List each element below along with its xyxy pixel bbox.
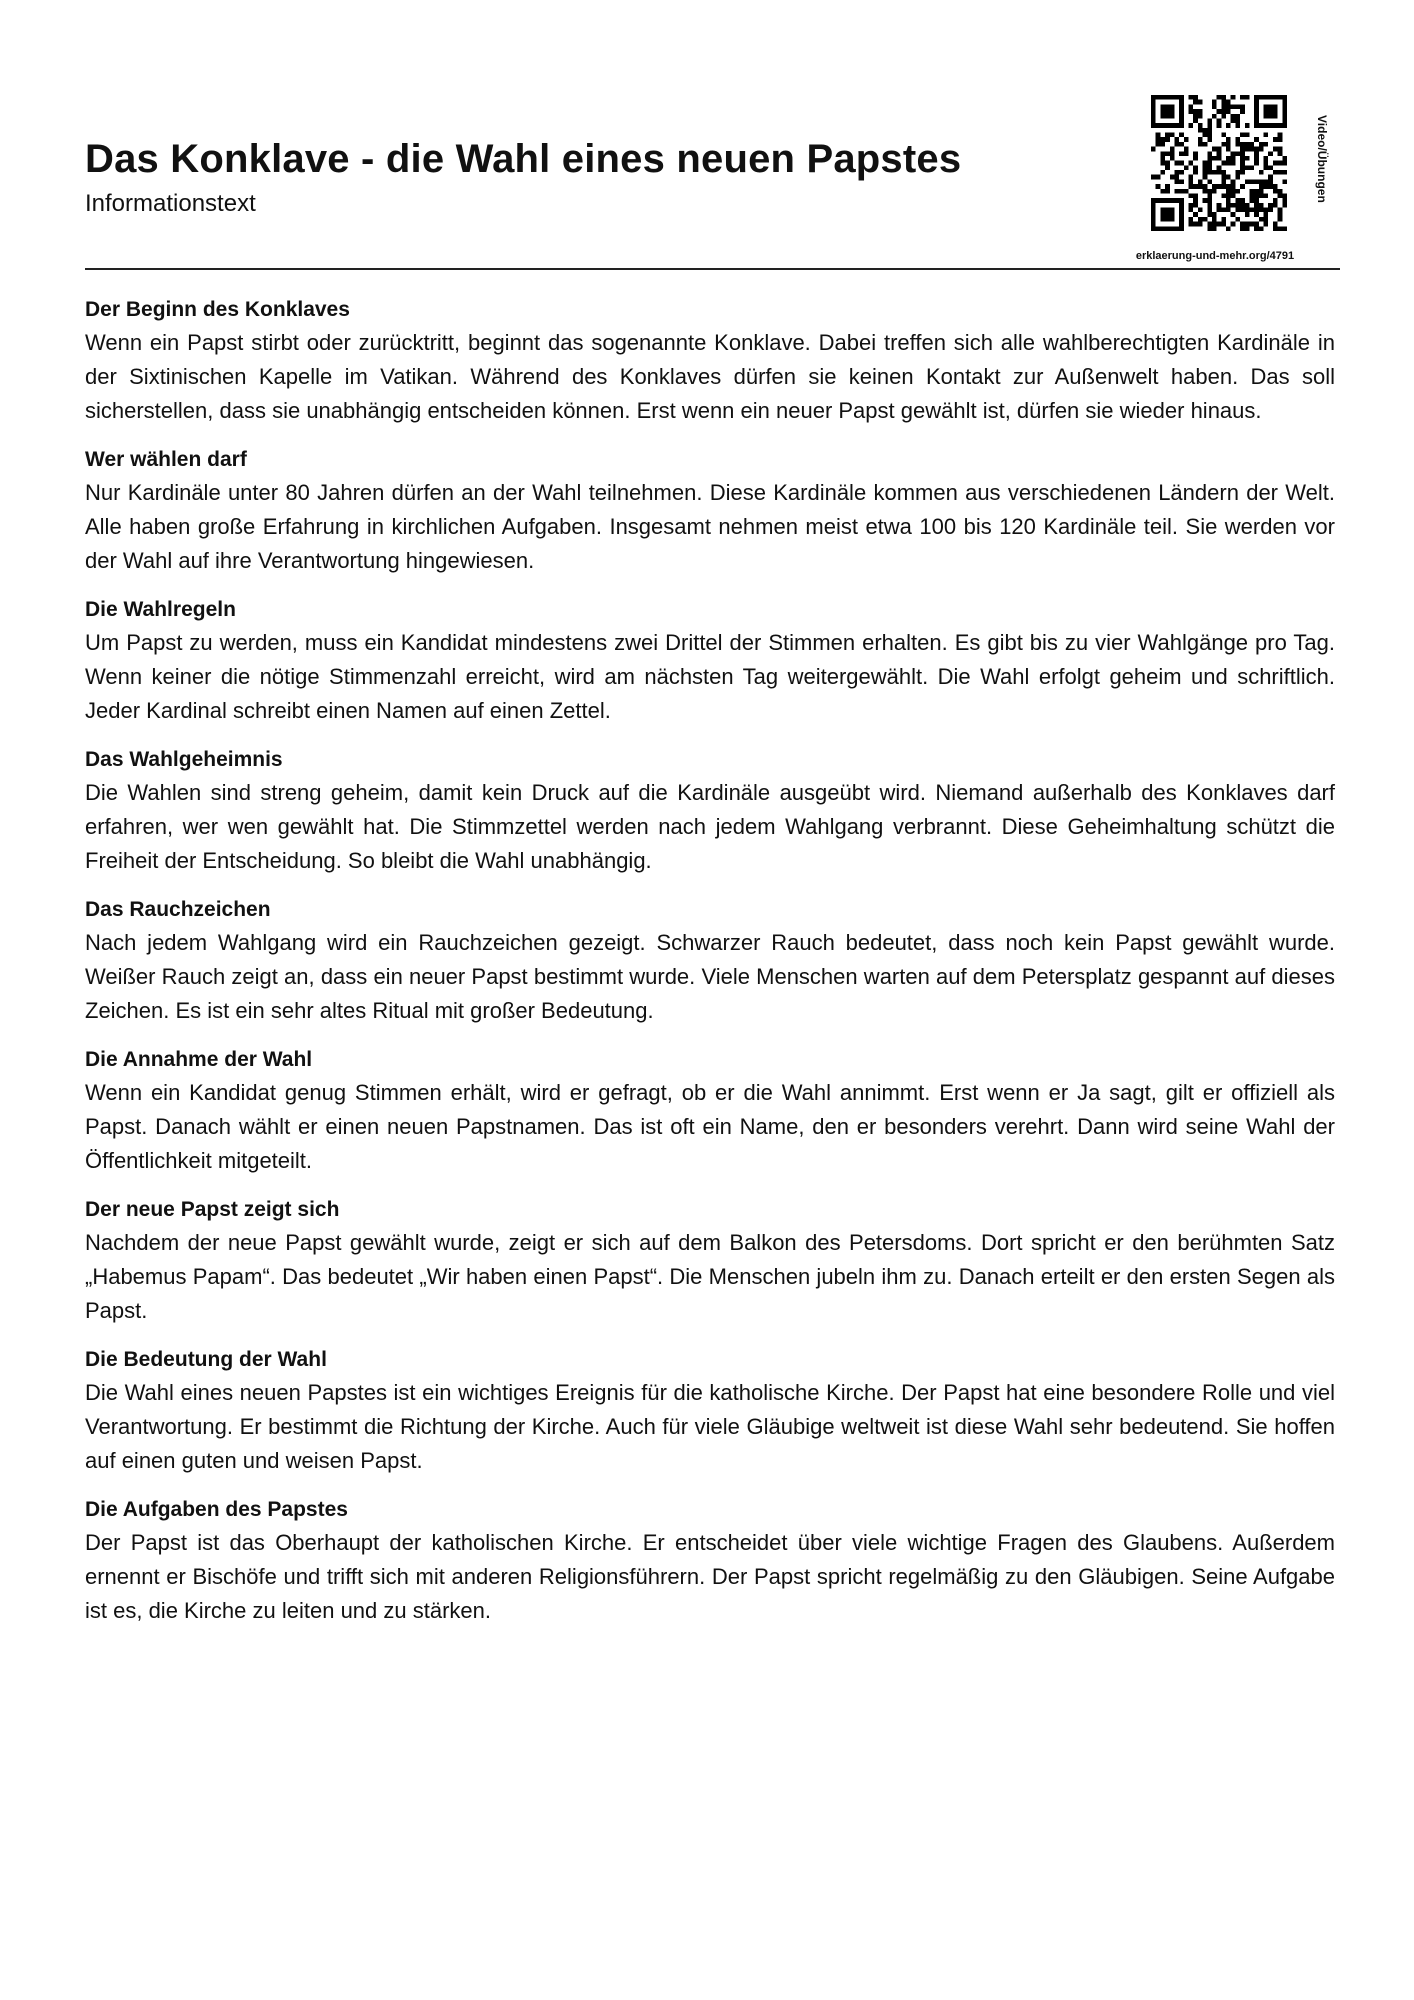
header-divider [85, 268, 1340, 270]
section-text: Die Wahl eines neuen Papstes ist ein wichtiges Ereignis für die katholische Kirche. Der Papst hat eine besondere Rolle und viel Verantwortung. Er bestimmt die Richtung der Kirche. Auch für viele Gläubige weltweit ist diese Wahl sehr bedeutend. Sie hoffen auf einen guten und weisen Papst. [85, 1380, 1335, 1473]
section-aufgaben [85, 1496, 1335, 1628]
page-header [85, 95, 1335, 270]
section-heading: Der neue Papst zeigt sich [85, 1198, 340, 1221]
section-text: Um Papst zu werden, muss ein Kandidat mindestens zwei Drittel der Stimmen erhalten. Es gibt bis zu vier Wahlgänge pro Tag. Wenn keiner die nötige Stimmenzahl erreicht, wird am nächsten Tag weitergewählt. Die Wahl erfolgt geheim und schriftlich. Jeder Kardinal schreibt einen Namen auf einen Zettel. [85, 630, 1335, 723]
section-annahme [85, 1046, 1335, 1178]
section-heading: Wer wählen darf [85, 448, 247, 471]
section-heading: Das Rauchzeichen [85, 898, 271, 921]
page-subtitle: Informationstext [85, 190, 256, 217]
section-heading: Die Aufgaben des Papstes [85, 1498, 348, 1521]
section-text: Nur Kardinäle unter 80 Jahren dürfen an der Wahl teilnehmen. Diese Kardinäle kommen aus verschiedenen Ländern der Welt. Alle haben große Erfahrung in kirchlichen Aufgaben. Insgesamt nehmen meist etwa 100 bis 120 Kardinäle teil. Sie werden vor der Wahl auf ihre Verantwortung hingewiesen. [85, 480, 1335, 573]
qr-code-icon[interactable] [1151, 95, 1287, 231]
section-neuer-papst [85, 1196, 1335, 1328]
section-heading: Das Wahlgeheimnis [85, 748, 283, 771]
section-text: Nach jedem Wahlgang wird ein Rauchzeichen gezeigt. Schwarzer Rauch bedeutet, dass noch kein Papst gewählt wurde. Weißer Rauch zeigt an, dass ein neuer Papst bestimmt wurde. Viele Menschen warten auf dem Petersplatz gespannt auf dieses Zeichen. Es ist ein sehr altes Ritual mit großer Bedeutung. [85, 930, 1335, 1023]
section-text: Wenn ein Papst stirbt oder zurücktritt, beginnt das sogenannte Konklave. Dabei treffen sich alle wahlberechtigten Kardinäle in der Sixtinischen Kapelle im Vatikan. Während des Konklaves dürfen sie keinen Kontakt zur Außenwelt haben. Das soll sicherstellen, dass sie unabhängig entscheiden können. Erst wenn ein neuer Papst gewählt ist, dürfen sie wieder hinaus. [85, 330, 1335, 423]
section-waehler [85, 446, 1335, 578]
section-bedeutung [85, 1346, 1335, 1478]
section-text: Wenn ein Kandidat genug Stimmen erhält, wird er gefragt, ob er die Wahl annimmt. Erst wenn er Ja sagt, gilt er offiziell als Papst. Danach wählt er einen neuen Papstnamen. Das ist oft ein Name, den er besonders verehrt. Dann wird seine Wahl der Öffentlichkeit mitgeteilt. [85, 1080, 1335, 1173]
section-wahlgeheimnis [85, 746, 1335, 878]
section-text: Der Papst ist das Oberhaupt der katholischen Kirche. Er entscheidet über viele wichtige Fragen des Glaubens. Außerdem ernennt er Bischöfe und trifft sich mit anderen Religionsführern. Der Papst spricht regelmäßig zu den Gläubigen. Seine Aufgabe ist es, die Kirche zu leiten und zu stärken. [85, 1530, 1335, 1623]
section-text: Nachdem der neue Papst gewählt wurde, zeigt er sich auf dem Balkon des Petersdoms. Dort spricht er den berühmten Satz „Habemus Papam“. Das bedeutet „Wir haben einen Papst“. Die Menschen jubeln ihm zu. Danach erteilt er den ersten Segen als Papst. [85, 1230, 1335, 1323]
section-heading: Die Bedeutung der Wahl [85, 1348, 327, 1371]
section-text: Die Wahlen sind streng geheim, damit kein Druck auf die Kardinäle ausgeübt wird. Niemand außerhalb des Konklaves darf erfahren, wer wen gewählt hat. Die Stimmzettel werden nach jedem Wahlgang verbrannt. Diese Geheimhaltung schützt die Freiheit der Entscheidung. So bleibt die Wahl unabhängig. [85, 780, 1335, 873]
section-heading: Die Annahme der Wahl [85, 1048, 313, 1071]
source-url[interactable]: erklaerung-und-mehr.org/4791 [1135, 250, 1295, 262]
section-beginn [85, 296, 1335, 428]
section-heading: Die Wahlregeln [85, 598, 236, 621]
section-heading: Der Beginn des Konklaves [85, 298, 350, 321]
section-wahlregeln [85, 596, 1335, 728]
section-rauchzeichen [85, 896, 1335, 1028]
article-body [85, 296, 1335, 1646]
video-exercises-label: Video/Übungen [1315, 115, 1329, 203]
page-title: Das Konklave - die Wahl eines neuen Papstes [85, 137, 962, 181]
